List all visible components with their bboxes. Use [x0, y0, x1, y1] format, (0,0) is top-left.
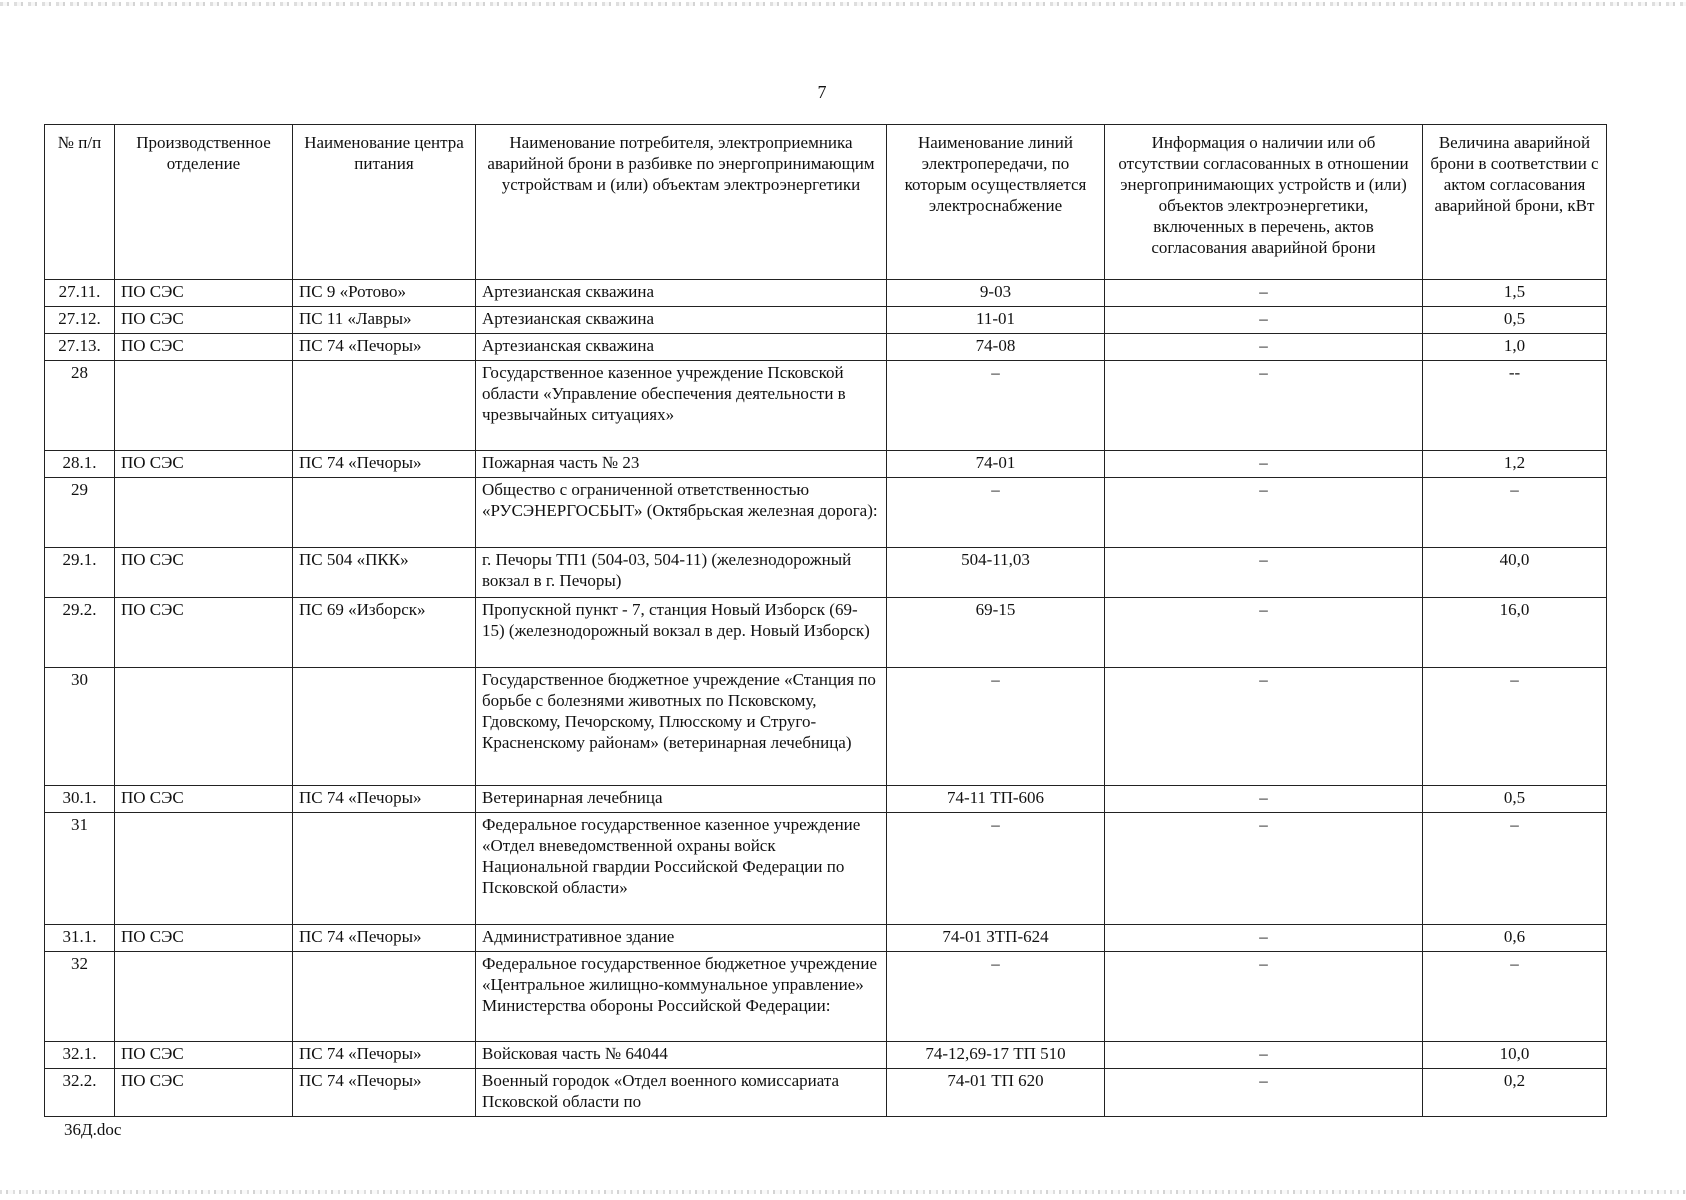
row-number: 31 [45, 813, 115, 925]
power-line-cell: 74-01 ЗТП-624 [887, 925, 1105, 952]
consumer-cell: Артезианская скважина [476, 307, 887, 334]
consumer-cell: Ветеринарная лечебница [476, 786, 887, 813]
row-number: 31.1. [45, 925, 115, 952]
agreement-cell: – [1105, 451, 1423, 478]
consumer-cell: Государственное бюджетное учреждение «Станция по борьбе с болезнями животных по Псковскому, Гдовскому, Печорскому, Плюсскому и Струго-Красненскому районам» (ветеринарная лечебница) [476, 668, 887, 786]
consumer-cell: Государственное казенное учреждение Псковской области «Управление обеспечения деятельности в чрезвычайных ситуациях» [476, 361, 887, 451]
header-power-lines: Наименование линий электропередачи, по которым осуществляется электроснабжение [887, 125, 1105, 280]
agreement-cell: – [1105, 548, 1423, 598]
row-number: 32.2. [45, 1069, 115, 1117]
agreement-cell: – [1105, 813, 1423, 925]
power-center-cell: ПС 74 «Печоры» [293, 1042, 476, 1069]
reserve-value-cell: 1,0 [1423, 334, 1607, 361]
reserve-value-cell: 0,5 [1423, 786, 1607, 813]
power-line-cell: 504-11,03 [887, 548, 1105, 598]
division-cell: ПО СЭС [115, 334, 293, 361]
division-cell [115, 361, 293, 451]
agreement-cell: – [1105, 1069, 1423, 1117]
division-cell: ПО СЭС [115, 925, 293, 952]
power-center-cell [293, 952, 476, 1042]
row-number: 27.12. [45, 307, 115, 334]
division-cell: ПО СЭС [115, 451, 293, 478]
power-center-cell [293, 361, 476, 451]
table-row [45, 334, 1607, 361]
power-line-cell: 69-15 [887, 598, 1105, 668]
scan-edge-top [0, 2, 1686, 6]
reserve-table [44, 124, 1607, 1117]
division-cell: ПО СЭС [115, 307, 293, 334]
table-row [45, 668, 1607, 786]
consumer-cell: Общество с ограниченной ответственностью «РУСЭНЕРГОСБЫТ» (Октябрьская железная дорога): [476, 478, 887, 548]
row-number: 29.2. [45, 598, 115, 668]
consumer-cell: Федеральное государственное казенное учреждение «Отдел вневедомственной охраны войск Национальной гвардии Российской Федерации по Псковской области» [476, 813, 887, 925]
scan-edge-bottom [0, 1190, 1686, 1194]
consumer-cell: г. Печоры ТП1 (504-03, 504-11) (железнодорожный вокзал в г. Печоры) [476, 548, 887, 598]
power-center-cell: ПС 74 «Печоры» [293, 925, 476, 952]
power-line-cell: 74-12,69-17 ТП 510 [887, 1042, 1105, 1069]
header-consumer: Наименование потребителя, электроприемника аварийной брони в разбивке по энергопринимающим устройствам и (или) объектам электроэнергетики [476, 125, 887, 280]
division-cell: ПО СЭС [115, 548, 293, 598]
division-cell: ПО СЭС [115, 1069, 293, 1117]
reserve-value-cell: – [1423, 952, 1607, 1042]
power-center-cell: ПС 74 «Печоры» [293, 451, 476, 478]
table-row [45, 1069, 1607, 1117]
table-row [45, 786, 1607, 813]
reserve-value-cell: – [1423, 813, 1607, 925]
reserve-value-cell: 0,6 [1423, 925, 1607, 952]
agreement-cell: – [1105, 307, 1423, 334]
row-number: 28.1. [45, 451, 115, 478]
table-row [45, 361, 1607, 451]
consumer-cell: Войсковая часть № 64044 [476, 1042, 887, 1069]
division-cell [115, 952, 293, 1042]
reserve-value-cell: 0,5 [1423, 307, 1607, 334]
power-center-cell: ПС 9 «Ротово» [293, 280, 476, 307]
power-center-cell [293, 668, 476, 786]
table-row [45, 451, 1607, 478]
table-row [45, 598, 1607, 668]
division-cell: ПО СЭС [115, 280, 293, 307]
row-number: 32 [45, 952, 115, 1042]
table-row [45, 813, 1607, 925]
agreement-cell: – [1105, 786, 1423, 813]
agreement-cell: – [1105, 280, 1423, 307]
division-cell: ПО СЭС [115, 1042, 293, 1069]
table-row [45, 548, 1607, 598]
power-center-cell: ПС 11 «Лавры» [293, 307, 476, 334]
agreement-cell: – [1105, 334, 1423, 361]
reserve-value-cell: 16,0 [1423, 598, 1607, 668]
power-line-cell: – [887, 952, 1105, 1042]
agreement-cell: – [1105, 952, 1423, 1042]
row-number: 28 [45, 361, 115, 451]
power-line-cell: 74-08 [887, 334, 1105, 361]
power-center-cell [293, 813, 476, 925]
power-center-cell [293, 478, 476, 548]
table-row [45, 307, 1607, 334]
row-number: 30.1. [45, 786, 115, 813]
reserve-value-cell: 1,2 [1423, 451, 1607, 478]
agreement-cell: – [1105, 668, 1423, 786]
reserve-value-cell: -- [1423, 361, 1607, 451]
agreement-cell: – [1105, 478, 1423, 548]
power-line-cell: 11-01 [887, 307, 1105, 334]
power-line-cell: 9-03 [887, 280, 1105, 307]
table-row [45, 1042, 1607, 1069]
power-center-cell: ПС 74 «Печоры» [293, 334, 476, 361]
consumer-cell: Артезианская скважина [476, 334, 887, 361]
table-row [45, 925, 1607, 952]
agreement-cell: – [1105, 925, 1423, 952]
row-number: 29.1. [45, 548, 115, 598]
header-division: Производственное отделение [115, 125, 293, 280]
division-cell: ПО СЭС [115, 598, 293, 668]
consumer-cell: Военный городок «Отдел военного комиссариата Псковской области по [476, 1069, 887, 1117]
agreement-cell: – [1105, 361, 1423, 451]
table-row [45, 280, 1607, 307]
reserve-value-cell: – [1423, 478, 1607, 548]
table-row [45, 952, 1607, 1042]
consumer-cell: Федеральное государственное бюджетное учреждение «Центральное жилищно-коммунальное управление» Министерства обороны Российской Федерации: [476, 952, 887, 1042]
agreement-cell: – [1105, 598, 1423, 668]
power-line-cell: – [887, 813, 1105, 925]
power-center-cell: ПС 74 «Печоры» [293, 1069, 476, 1117]
consumer-cell: Артезианская скважина [476, 280, 887, 307]
power-line-cell: – [887, 361, 1105, 451]
reserve-value-cell: 10,0 [1423, 1042, 1607, 1069]
row-number: 27.11. [45, 280, 115, 307]
division-cell [115, 478, 293, 548]
reserve-value-cell: – [1423, 668, 1607, 786]
consumer-cell: Пропускной пункт - 7, станция Новый Изборск (69-15) (железнодорожный вокзал в дер. Новый Изборск) [476, 598, 887, 668]
reserve-value-cell: 1,5 [1423, 280, 1607, 307]
reserve-value-cell: 40,0 [1423, 548, 1607, 598]
division-cell [115, 668, 293, 786]
power-center-cell: ПС 74 «Печоры» [293, 786, 476, 813]
power-line-cell: – [887, 478, 1105, 548]
power-line-cell: 74-01 ТП 620 [887, 1069, 1105, 1117]
table-row [45, 478, 1607, 548]
division-cell [115, 813, 293, 925]
agreement-cell: – [1105, 1042, 1423, 1069]
header-number: № п/п [45, 125, 115, 280]
consumer-cell: Административное здание [476, 925, 887, 952]
division-cell: ПО СЭС [115, 786, 293, 813]
consumer-cell: Пожарная часть № 23 [476, 451, 887, 478]
row-number: 30 [45, 668, 115, 786]
reserve-value-cell: 0,2 [1423, 1069, 1607, 1117]
power-line-cell: – [887, 668, 1105, 786]
row-number: 27.13. [45, 334, 115, 361]
power-center-cell: ПС 69 «Изборск» [293, 598, 476, 668]
header-power-center: Наименование центра питания [293, 125, 476, 280]
page-number: 7 [817, 82, 827, 102]
power-center-cell: ПС 504 «ПКК» [293, 548, 476, 598]
row-number: 29 [45, 478, 115, 548]
header-reserve-value: Величина аварийной брони в соответствии с актом согласования аварийной брони, кВт [1423, 125, 1607, 280]
footer-filename: 36Д.doc [64, 1120, 122, 1139]
row-number: 32.1. [45, 1042, 115, 1069]
table-header-row [45, 125, 1607, 280]
power-line-cell: 74-01 [887, 451, 1105, 478]
header-agreement-info: Информация о наличии или об отсутствии согласованных в отношении энергопринимающих устройств и (или) объектов электроэнергетики, включенных в перечень, актов согласования аварийной брони [1105, 125, 1423, 280]
power-line-cell: 74-11 ТП-606 [887, 786, 1105, 813]
